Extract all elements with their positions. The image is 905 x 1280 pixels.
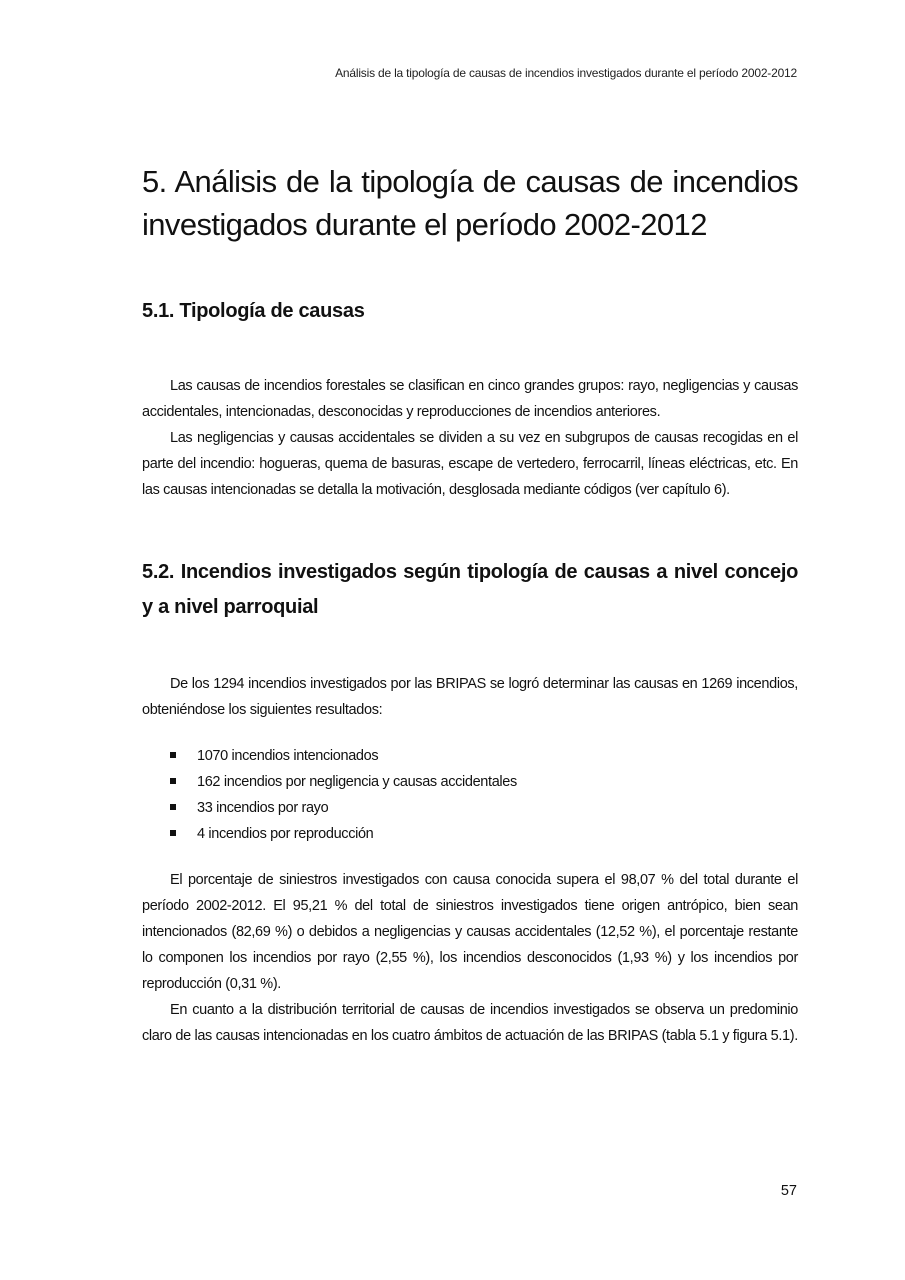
list-item — [142, 769, 798, 795]
paragraph-causes-groups: Las causas de incendios forestales se clasifican en cinco grandes grupos: rayo, negligencias y causas accidentales, intencionadas, desconocidas y reproducciones de incendios anteriores. — [142, 378, 798, 420]
list-item-text: 4 incendios por reproducción — [197, 826, 374, 842]
paragraph-results-intro: De los 1294 incendios investigados por las BRIPAS se logró determinar las causas en 1269 incendios, obteniéndose los siguientes resultados: — [142, 676, 798, 718]
paragraph-territorial-distribution: En cuanto a la distribución territorial de causas de incendios investigados se observa un predominio claro de las causas intencionadas en los cuatro ámbitos de actuación de las BRIPAS (tabla 5.1 y figura 5.1). — [142, 1002, 798, 1044]
section-heading-5-1: 5.1. Tipología de causas — [142, 300, 365, 322]
page-number: 57 — [780, 1183, 797, 1199]
list-item-text: 162 incendios por negligencia y causas accidentales — [197, 774, 517, 790]
page-content — [142, 160, 798, 1049]
list-item-text: 33 incendios por rayo — [197, 800, 329, 816]
list-item-text: 1070 incendios intencionados — [197, 748, 379, 764]
list-item — [142, 821, 798, 847]
results-list — [142, 743, 798, 847]
square-bullet-icon — [170, 830, 176, 836]
section-heading-5-2: 5.2. Incendios investigados según tipología de causas a nivel concejo y a nivel parroquial — [142, 561, 798, 618]
paragraph-percentages: El porcentaje de siniestros investigados con causa conocida supera el 98,07 % del total durante el período 2002-2012. El 95,21 % del total de siniestros investigados tiene origen antrópico, bien sean intencionados (82,69 %) o debidos a negligencias y causas accidentales (12,52 %), el porcentaje restante lo componen los incendios por rayo (2,55 %), los incendios desconocidos (1,93 %) y los incendios por reproducción (0,31 %). — [142, 872, 798, 992]
list-item — [142, 743, 798, 769]
square-bullet-icon — [170, 752, 176, 758]
square-bullet-icon — [170, 804, 176, 810]
square-bullet-icon — [170, 778, 176, 784]
chapter-title: 5. Análisis de la tipología de causas de incendios investigados durante el período 2002-2012 — [142, 164, 798, 242]
running-header: Análisis de la tipología de causas de incendios investigados durante el período 2002-2012 — [335, 66, 797, 80]
paragraph-negligence-subgroups: Las negligencias y causas accidentales se dividen a su vez en subgrupos de causas recogidas en el parte del incendio: hogueras, quema de basuras, escape de vertedero, ferrocarril, líneas eléctricas, etc. En las causas intencionadas se detalla la motivación, desglosada mediante códigos (ver capítulo 6). — [142, 430, 798, 498]
list-item — [142, 795, 798, 821]
